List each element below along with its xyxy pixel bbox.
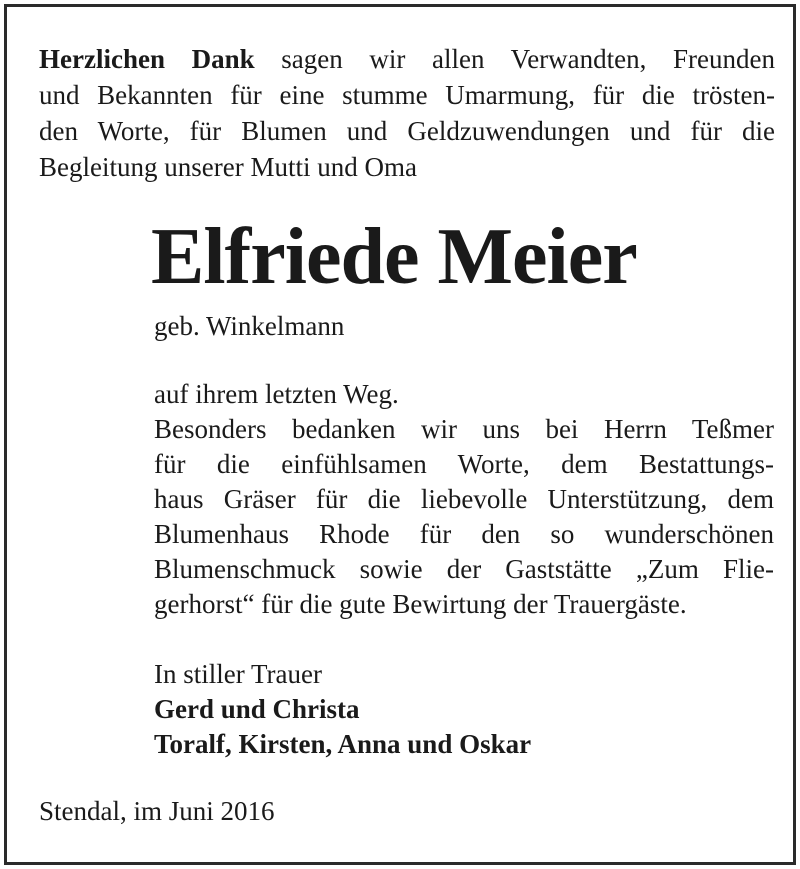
thanks-line-4: Begleitung unserer Mutti und Oma: [39, 152, 417, 182]
body-line: Besonders bedanken wir uns bei Herrn Teßmer: [154, 414, 774, 444]
body-line: haus Gräser für die liebevolle Unterstützung, dem: [154, 484, 774, 514]
body-line: Blumenschmuck sowie der Gaststätte „Zum Flie-: [154, 554, 774, 584]
signature-intro: In stiller Trauer: [154, 659, 322, 689]
signature-names-1: Gerd und Christa: [154, 694, 360, 724]
thanks-line-3: den Worte, für Blumen und Geldzuwendungen und für die: [39, 116, 775, 146]
thanks-line-1-rest: sagen wir allen Verwandten, Freunden: [281, 44, 776, 74]
body-line: für die einfühlsamen Worte, dem Bestattungs-: [154, 449, 774, 479]
thanks-line-2: und Bekannten für eine stumme Umarmung, für die trösten-: [39, 80, 775, 110]
body-line: auf ihrem letzten Weg.: [154, 379, 399, 409]
notice-frame: [4, 4, 796, 865]
place-date: Stendal, im Juni 2016: [39, 796, 275, 826]
signature-block: [154, 657, 531, 762]
thanks-paragraph: [39, 41, 775, 185]
body-line: gerhorst“ für die gute Bewirtung der Trauergäste.: [154, 589, 687, 619]
signature-names-2: Toralf, Kirsten, Anna und Oskar: [154, 729, 532, 759]
body-paragraph: [154, 377, 774, 622]
maiden-name: geb. Winkelmann: [154, 311, 345, 341]
body-line: Blumenhaus Rhode für den so wunderschönen: [154, 519, 774, 549]
thanks-line-1: [39, 41, 775, 77]
deceased-name: Elfriede Meier: [151, 213, 637, 301]
thanks-lead: Herzlichen Dank: [39, 44, 255, 74]
